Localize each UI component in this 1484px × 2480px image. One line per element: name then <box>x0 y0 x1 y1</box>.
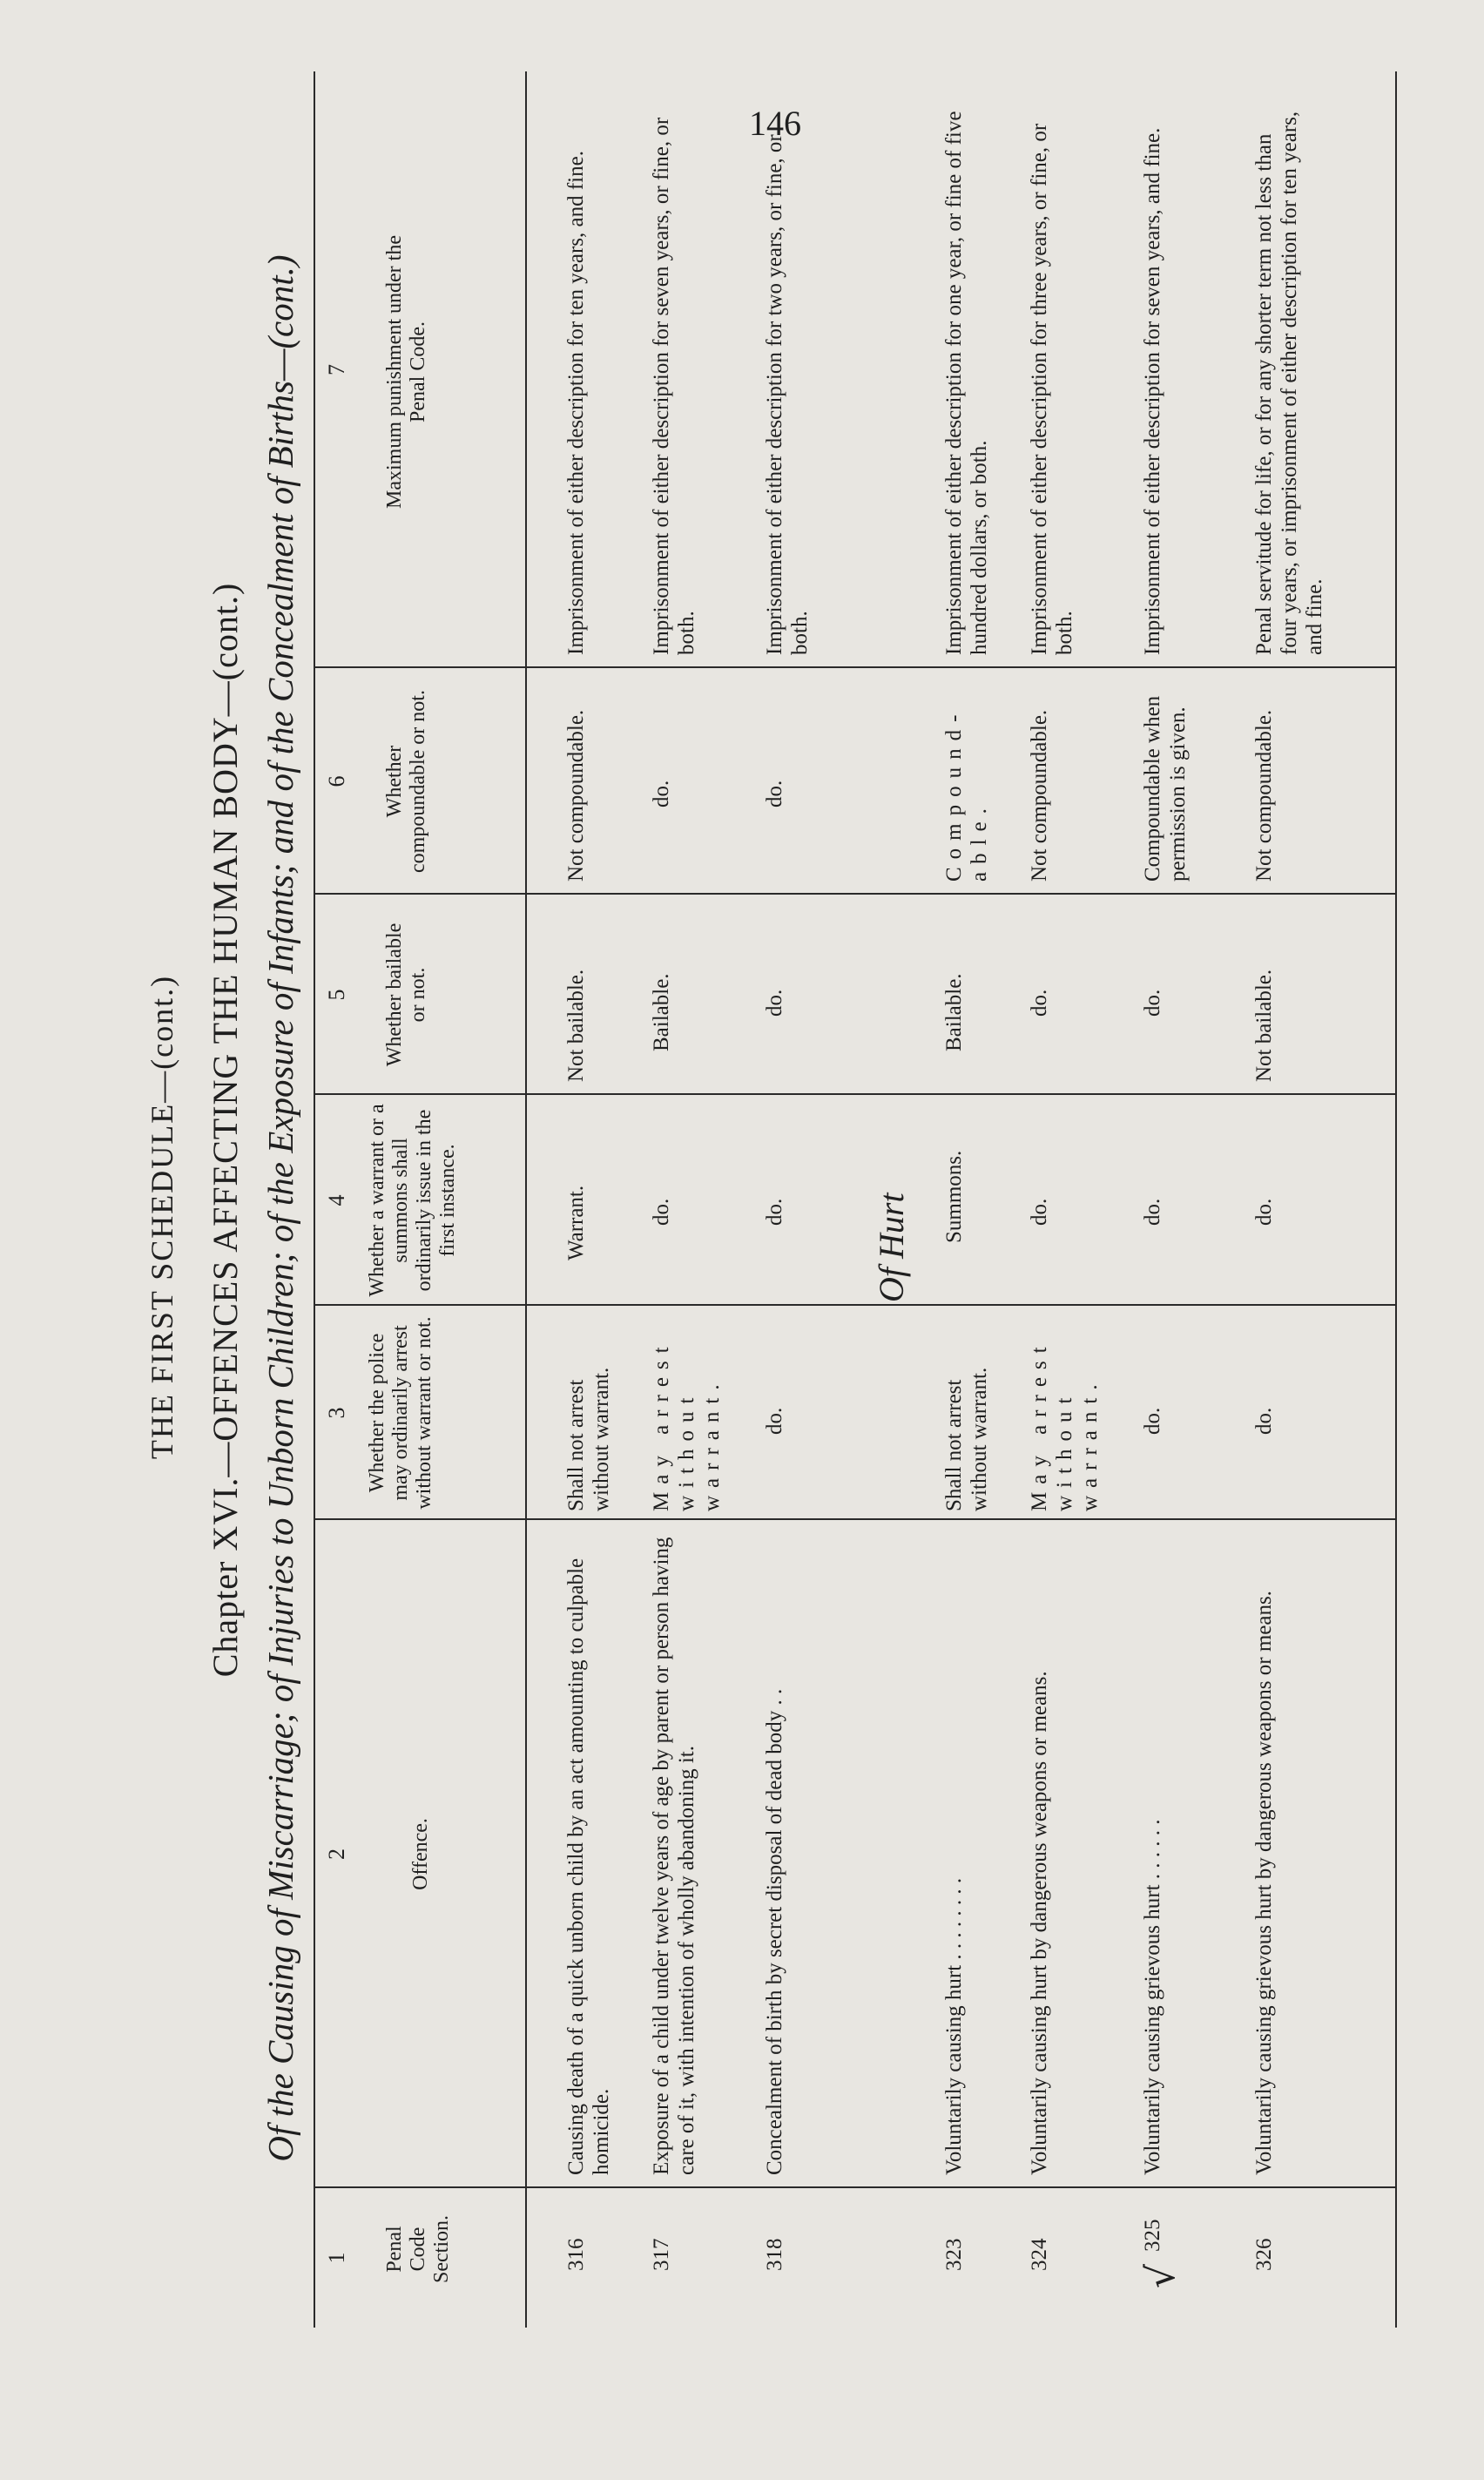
col-head-offence: Offence. <box>409 1818 432 1890</box>
subheading: Of the Causing of Miscarriage; of Injuries to Unborn Children; of the Exposure of Infants; and of the Concealment of Births—(cont.) <box>260 254 300 2162</box>
col-num-1: 1 <box>324 2252 349 2264</box>
cell-section: 316 <box>564 2238 588 2271</box>
col-num-6: 6 <box>324 775 349 787</box>
schedule-title: THE FIRST SCHEDULE—(cont.) <box>145 974 179 1460</box>
cell-bail: do. <box>1141 989 1164 1017</box>
cell-bail: do. <box>1028 989 1051 1017</box>
col-head-arrest: Whether the police may ordinarily arrest without warrant or not. <box>366 1316 435 1510</box>
cell-compound: do. <box>763 780 786 808</box>
cell-compound: Compoundable when permission is given. <box>1141 695 1190 882</box>
cell-compound: Not compoundable. <box>1028 709 1051 882</box>
cell-compound: Not compoundable. <box>1252 709 1276 882</box>
cell-section: 326 <box>1252 2238 1276 2271</box>
col-num-7: 7 <box>324 364 349 375</box>
cell-punishment: Imprisonment of either description for seven years, and fine. <box>1141 127 1164 655</box>
cell-warrant: do. <box>1028 1198 1051 1226</box>
chapter-heading: Chapter XVI.—OFFENCES AFFECTING THE HUMAN BODY—(cont.) <box>206 582 245 1678</box>
cell-warrant: Summons. <box>942 1150 966 1243</box>
cell-offence: Voluntarily causing grievous hurt by dangerous weapons or means. <box>1252 1591 1276 2175</box>
cell-offence: Causing death of a quick unborn child by an act amounting to culpable homicide. <box>564 1558 613 2175</box>
cell-compound: Compoundable. <box>942 714 991 882</box>
header-bottom-rule <box>525 71 527 2328</box>
cell-arrest: do. <box>1252 1407 1276 1435</box>
col-divider-2 <box>314 1518 1395 1520</box>
cell-section: 318 <box>763 2238 786 2271</box>
col-divider-6 <box>314 666 1395 668</box>
cell-arrest: May arrest without warrant. <box>1028 1339 1102 1511</box>
cell-arrest: do. <box>1141 1407 1164 1435</box>
cell-offence: Voluntarily causing hurt . . . . . . . . <box>942 1877 966 2175</box>
cell-warrant: do. <box>650 1198 673 1226</box>
col-head-compound: Whether compoundable or not. <box>383 690 429 873</box>
cell-punishment: Imprisonment of either description for two years, or fine, or both. <box>763 134 812 655</box>
cell-punishment: Imprisonment of either description for one year, or fine of five hundred dollars, or both. <box>942 111 991 655</box>
cell-section: 324 <box>1028 2238 1051 2271</box>
page-number: 146 <box>749 104 801 143</box>
col-num-3: 3 <box>324 1407 349 1419</box>
table-bottom-rule <box>1395 71 1397 2328</box>
cell-section: 317 <box>650 2238 673 2271</box>
handwritten-tick-mark: √ <box>1139 2263 1184 2288</box>
table-top-rule <box>314 71 315 2328</box>
cell-punishment: Imprisonment of either description for ten years, and fine. <box>564 151 588 655</box>
cell-warrant: do. <box>763 1198 786 1226</box>
cell-warrant: do. <box>1252 1198 1276 1226</box>
col-num-4: 4 <box>324 1194 349 1206</box>
cell-punishment: Penal servitude for life, or for any shorter term not less than four years, or imprisonment of either description for ten years, and fine. <box>1252 111 1326 655</box>
cell-bail: Not bailable. <box>1252 969 1276 1082</box>
cell-arrest: Shall not arrest without warrant. <box>942 1367 991 1511</box>
cell-bail: Bailable. <box>942 973 966 1051</box>
cell-punishment: Imprisonment of either description for three years, or fine, or both. <box>1028 123 1076 655</box>
col-divider-1 <box>314 2186 1395 2188</box>
col-divider-3 <box>314 1304 1395 1306</box>
col-divider-4 <box>314 1093 1395 1095</box>
cell-warrant: do. <box>1141 1198 1164 1226</box>
cell-bail: do. <box>763 989 786 1017</box>
col-head-bail: Whether bailable or not. <box>383 922 429 1067</box>
cell-offence: Voluntarily causing hurt by dangerous weapons or means. <box>1028 1671 1051 2175</box>
col-head-warrant: Whether a warrant or a summons shall ordinarily issue in the first instance. <box>366 1104 459 1297</box>
cell-arrest: Shall not arrest without warrant. <box>564 1367 613 1511</box>
cell-bail: Bailable. <box>650 973 673 1051</box>
col-divider-5 <box>314 893 1395 895</box>
cell-compound: Not compoundable. <box>564 709 588 882</box>
col-head-punishment: Maximum punishment under the Penal Code. <box>383 235 429 509</box>
col-num-5: 5 <box>324 989 349 1001</box>
cell-warrant: Warrant. <box>564 1185 588 1260</box>
cell-arrest: May arrest without warrant. <box>650 1339 724 1511</box>
section-heading-of-hurt: Of Hurt <box>872 1193 911 1302</box>
cell-offence: Voluntarily causing grievous hurt . . . . . . <box>1141 1819 1164 2175</box>
cell-section: 325 <box>1141 2219 1164 2252</box>
cell-section: 323 <box>942 2238 966 2271</box>
cell-punishment: Imprisonment of either description for seven years, or fine, or both. <box>650 117 698 655</box>
cell-arrest: do. <box>763 1407 786 1435</box>
cell-compound: do. <box>650 780 673 808</box>
cell-offence: Concealment of birth by secret disposal of dead body . . <box>763 1688 786 2175</box>
col-num-2: 2 <box>324 1848 349 1860</box>
cell-bail: Not bailable. <box>564 969 588 1082</box>
cell-offence: Exposure of a child under twelve years of age by parent or person having care of it, with intention of wholly abandoning it. <box>650 1537 698 2175</box>
col-head-section: Penal Code Section. <box>383 2215 453 2283</box>
